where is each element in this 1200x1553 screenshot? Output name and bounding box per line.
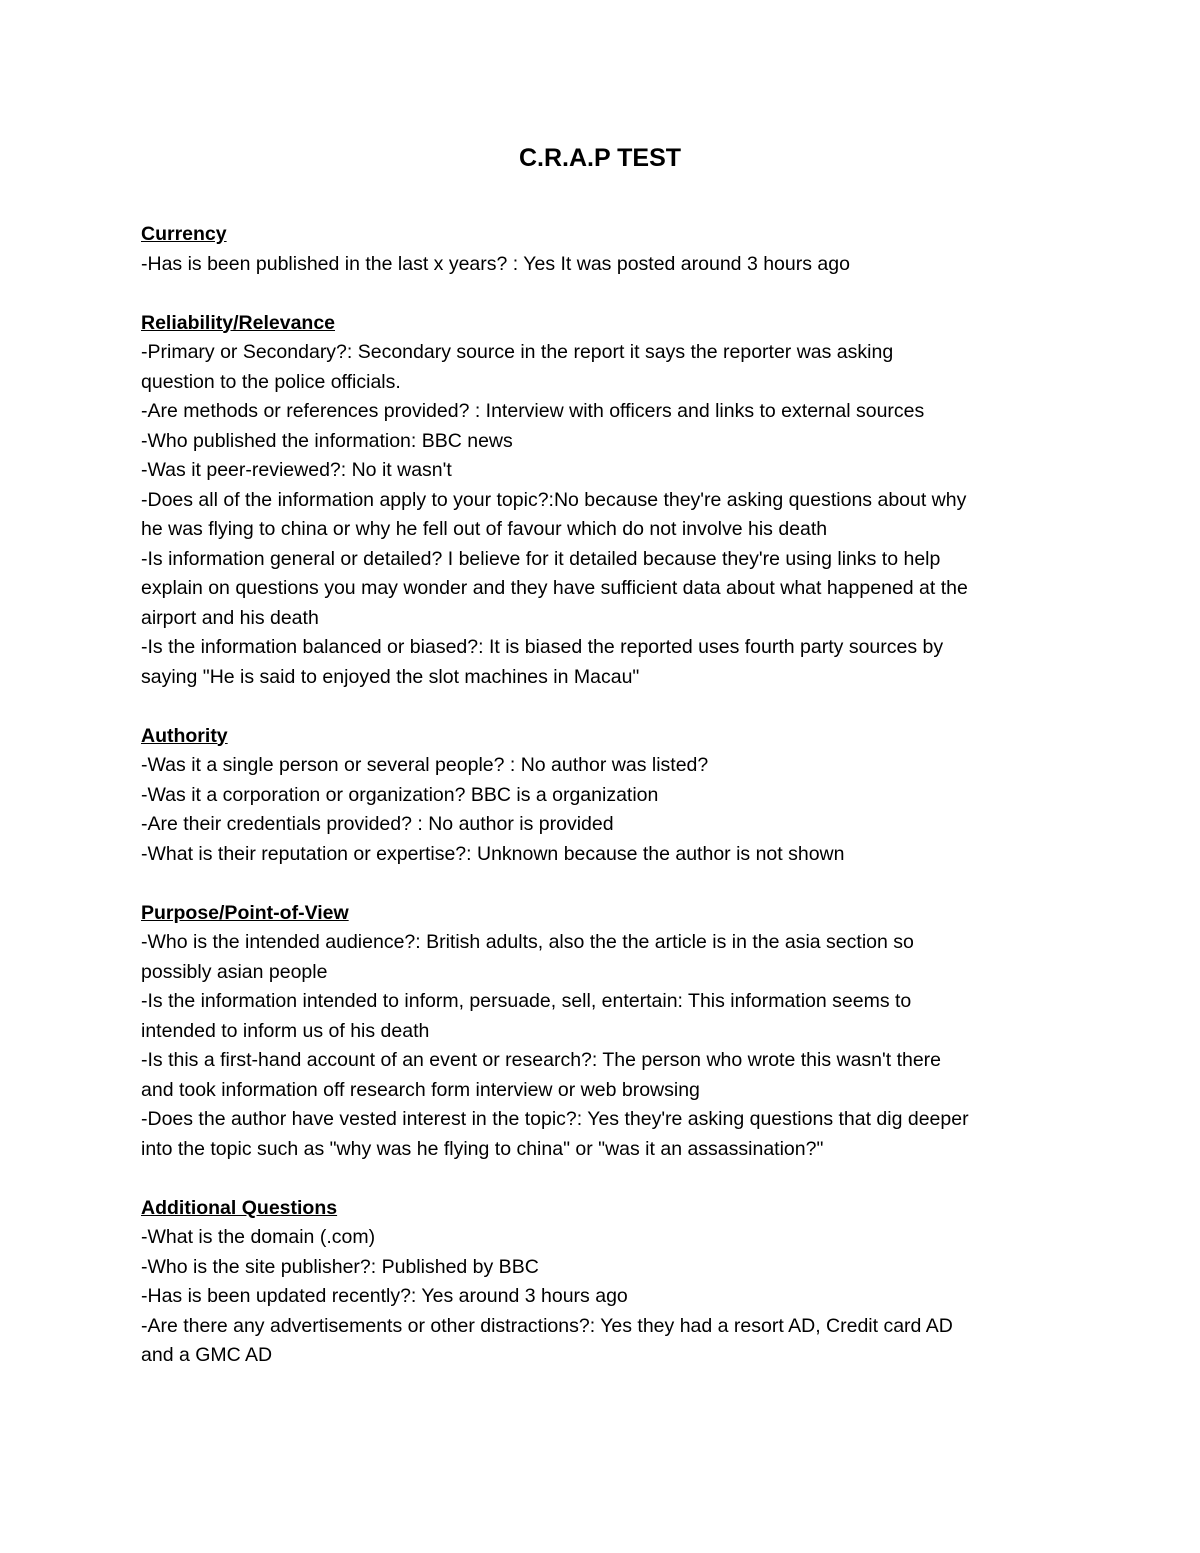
- text-line: -Has is been updated recently?: Yes around 3 hours ago: [141, 1285, 628, 1307]
- text-line: -What is their reputation or expertise?: Unknown because the author is not shown: [141, 842, 845, 865]
- text-line: he was flying to china or why he fell out of favour which do not involve his death: [141, 518, 828, 540]
- text-line: -Who is the site publisher?: Published by BBC: [141, 1255, 539, 1278]
- text-line: -Are there any advertisements or other distractions?: Yes they had a resort AD, Credit card AD: [141, 1314, 953, 1337]
- section-heading: Authority: [141, 724, 228, 747]
- text-line: -Is this a first-hand account of an event or research?: The person who wrote this wasn't there: [141, 1049, 942, 1071]
- text-line: saying "He is said to enjoyed the slot machines in Macau": [141, 665, 640, 688]
- text-line: airport and his death: [141, 606, 319, 629]
- text-line: and took information off research form interview or web browsing: [141, 1078, 700, 1101]
- document-title: C.R.A.P TEST: [518, 144, 682, 172]
- section-additional-questions: [141, 1194, 1071, 1371]
- section-currency: [141, 220, 1071, 279]
- section-heading: Reliability/Relevance: [141, 311, 336, 334]
- text-line: -Was it a single person or several people? : No author was listed?: [141, 754, 709, 776]
- text-line: explain on questions you may wonder and they have sufficient data about what happened at the: [141, 577, 968, 599]
- text-line: question to the police officials.: [141, 370, 401, 393]
- text-line: -Was it peer-reviewed?: No it wasn't: [141, 459, 452, 481]
- text-line: -Are methods or references provided? : Interview with officers and links to external sources: [141, 400, 925, 422]
- text-line: -Is information general or detailed? I believe for it detailed because they're using links to help: [141, 547, 941, 570]
- text-line: and a GMC AD: [141, 1344, 273, 1366]
- section-reliability-relevance: [141, 309, 1071, 693]
- text-line: -Are their credentials provided? : No author is provided: [141, 813, 614, 835]
- text-line: -Does all of the information apply to your topic?:No because they're asking questions about why: [141, 488, 967, 511]
- text-line: -Has is been published in the last x years? : Yes It was posted around 3 hours ago: [141, 252, 850, 275]
- text-line: -Does the author have vested interest in the topic?: Yes they're asking questions that dig deeper: [141, 1108, 969, 1130]
- section-authority: [141, 722, 1071, 870]
- text-line: -Who is the intended audience?: British adults, also the the article is in the asia section so: [141, 931, 914, 953]
- text-line: intended to inform us of his death: [141, 1019, 430, 1042]
- text-line: into the topic such as "why was he flying to china" or "was it an assassination?": [141, 1137, 824, 1160]
- text-line: -What is the domain (.com): [141, 1226, 376, 1248]
- text-line: -Is the information intended to inform, persuade, sell, entertain: This information seems to: [141, 990, 912, 1012]
- section-heading: Purpose/Point-of-View: [141, 901, 349, 924]
- section-heading: Additional Questions: [141, 1196, 338, 1219]
- text-line: -Primary or Secondary?: Secondary source in the report it says the reporter was asking: [141, 341, 894, 363]
- text-line: possibly asian people: [141, 960, 328, 983]
- text-line: -Who published the information: BBC news: [141, 429, 513, 452]
- text-line: -Was it a corporation or organization? BBC is a organization: [141, 783, 659, 806]
- document-page: [141, 140, 1071, 1400]
- section-purpose-point-of-view: [141, 899, 1071, 1165]
- text-line: -Is the information balanced or biased?: It is biased the reported uses fourth party sources by: [141, 636, 944, 658]
- section-heading: Currency: [141, 223, 227, 245]
